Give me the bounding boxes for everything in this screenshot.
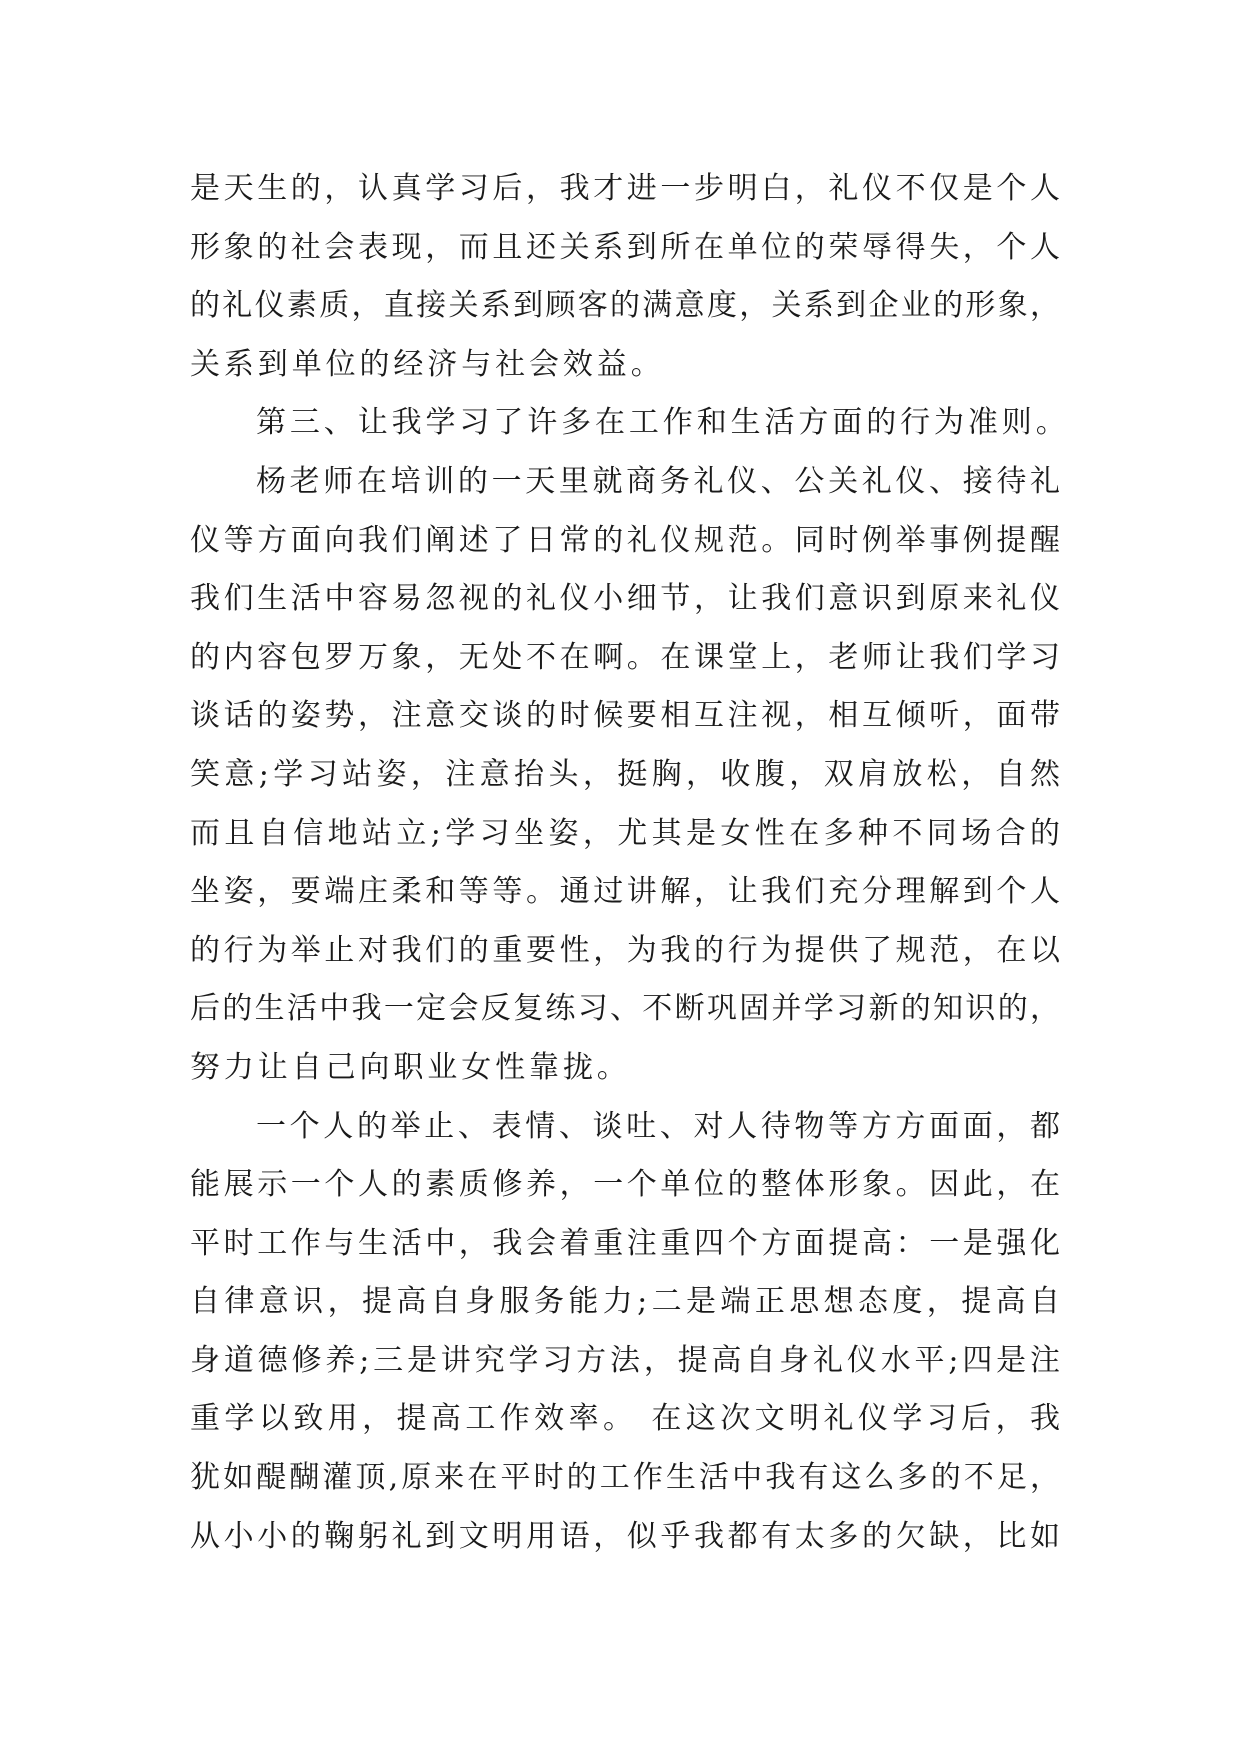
text-line: 能展示一个人的素质修养，一个单位的整体形象。因此，在 [190, 1167, 1060, 1203]
text-line: 坐姿，要端庄柔和等等。通过讲解，让我们充分理解到个人 [190, 874, 1060, 910]
text-line: 而且自信地站立;学习坐姿，尤其是女性在多种不同场合的 [190, 815, 1060, 851]
section-heading: 第三、让我学习了许多在工作和生活方面的行为准则。 [256, 405, 1070, 441]
text-line: 的内容包罗万象，无处不在啊。在课堂上，老师让我们学习 [190, 639, 1060, 675]
text-line: 自律意识，提高自身服务能力;二是端正思想态度，提高自 [190, 1284, 1060, 1320]
text-line: 我们生活中容易忽视的礼仪小细节，让我们意识到原来礼仪 [190, 581, 1060, 617]
text-line: 的礼仪素质，直接关系到顾客的满意度，关系到企业的形象， [190, 288, 1060, 324]
text-line: 身道德修养;三是讲究学习方法，提高自身礼仪水平;四是注 [190, 1342, 1060, 1378]
body-text [190, 160, 1070, 1566]
text-line: 一个人的举止、表情、谈吐、对人待物等方方面面，都 [256, 1108, 1060, 1144]
text-line: 关系到单位的经济与社会效益。 [190, 346, 665, 382]
text-line: 努力让自己向职业女性靠拢。 [190, 1049, 631, 1085]
text-line: 杨老师在培训的一天里就商务礼仪、公关礼仪、接待礼 [256, 463, 1060, 499]
text-line: 从小小的鞠躬礼到文明用语，似乎我都有太多的欠缺，比如 [190, 1518, 1060, 1554]
text-line: 的行为举止对我们的重要性，为我的行为提供了规范，在以 [190, 932, 1060, 968]
text-line: 是天生的，认真学习后，我才进一步明白，礼仪不仅是个人 [190, 171, 1060, 206]
text-line: 形象的社会表现，而且还关系到所在单位的荣辱得失，个人 [190, 229, 1060, 265]
text-line: 后的生活中我一定会反复练习、不断巩固并学习新的知识的， [190, 991, 1060, 1027]
text-line: 重学以致用，提高工作效率。 在这次文明礼仪学习后，我 [190, 1401, 1060, 1437]
text-line: 谈话的姿势，注意交谈的时候要相互注视，相互倾听，面带 [190, 698, 1060, 734]
text-line: 犹如醍醐灌顶,原来在平时的工作生活中我有这么多的不足， [190, 1460, 1060, 1496]
text-line: 仪等方面向我们阐述了日常的礼仪规范。同时例举事例提醒 [190, 522, 1060, 558]
text-line: 笑意;学习站姿，注意抬头，挺胸，收腹，双肩放松，自然 [190, 756, 1060, 792]
text-line: 平时工作与生活中，我会着重注重四个方面提高：一是强化 [190, 1225, 1060, 1261]
